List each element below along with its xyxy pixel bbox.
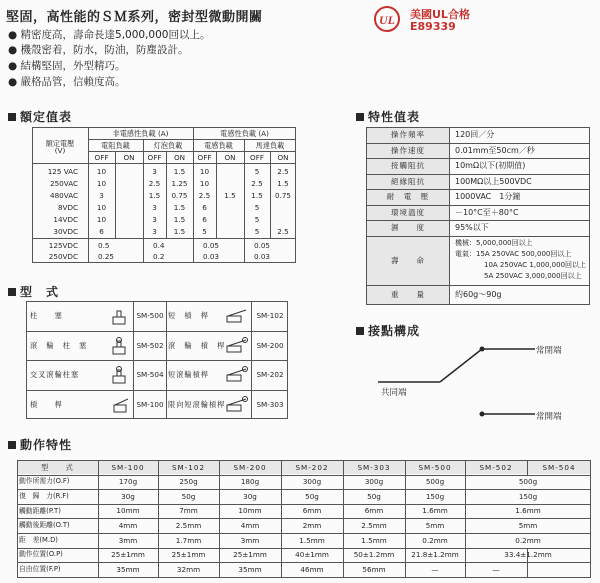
off-on-header: OFF bbox=[250, 152, 264, 162]
contact-nc-label: 常閉端 bbox=[536, 346, 562, 356]
rating-value: 3 bbox=[152, 226, 157, 236]
voltage-header: 額定電壓 (V) bbox=[45, 138, 75, 155]
char-label: 操作速度 bbox=[391, 145, 425, 155]
voltage-cell: 125 VAC bbox=[47, 166, 78, 176]
type-name: 短 槓 桿 bbox=[168, 311, 209, 321]
life-spec: 電氣：15A 250VAC 500,000回以上 bbox=[455, 250, 572, 258]
rating-value: 10 bbox=[96, 178, 107, 188]
plunger-switch-icon bbox=[108, 336, 130, 356]
type-name: 滾 輪 柱 塞 bbox=[30, 340, 88, 350]
action-merged-value: 1.6mm bbox=[515, 506, 541, 516]
page-title: 堅固，高性能的ＳＭ系列，密封型微動開關 bbox=[6, 10, 263, 25]
action-value: 25±1mm bbox=[111, 550, 145, 560]
rating-value: 10 bbox=[96, 214, 107, 224]
rating-value: 1.5 bbox=[148, 190, 161, 200]
action-value: 10mm bbox=[238, 506, 262, 516]
rating-value: 6 bbox=[202, 202, 207, 212]
voltage-cell: 14VDC bbox=[53, 214, 78, 224]
rating-value: 0.2 bbox=[153, 251, 165, 261]
bullet-2: ● 機殼密着，防水，防油，防塵設計。 bbox=[8, 44, 189, 56]
action-header-cell: SM-504 bbox=[542, 462, 576, 472]
action-value: 32mm bbox=[176, 564, 201, 574]
action-header-cell: SM-200 bbox=[233, 462, 267, 472]
rating-value: 0.05 bbox=[254, 240, 271, 250]
action-merged-value: 150g bbox=[518, 491, 538, 501]
voltage-cell: 250VAC bbox=[50, 178, 78, 188]
lever-switch-icon bbox=[108, 395, 130, 415]
char-label: 重 量 bbox=[391, 290, 425, 300]
off-on-header: ON bbox=[224, 152, 236, 162]
type-name: 短滾輪槓桿 bbox=[168, 370, 209, 380]
action-value: 46mm bbox=[300, 564, 324, 574]
bullet-4: ● 嚴格品管，信賴度高。 bbox=[8, 76, 126, 88]
action-value: 250g bbox=[179, 477, 198, 487]
action-value: 35mm bbox=[238, 564, 262, 574]
voltage-cell: 125VDC bbox=[48, 240, 78, 250]
rating-value: 10 bbox=[199, 166, 210, 176]
char-value: －10°C至＋80°C bbox=[455, 207, 519, 217]
rating-value: 2.5 bbox=[148, 178, 161, 188]
rating-value: 2.5 bbox=[251, 178, 263, 188]
type-model: SM-500 bbox=[136, 311, 164, 321]
char-value: 1000VAC 1分鐘 bbox=[455, 192, 521, 201]
voltage-cell: 30VDC bbox=[53, 226, 78, 236]
action-value: 1.5mm bbox=[361, 535, 387, 545]
contact-title: 接點構成 bbox=[356, 322, 420, 339]
contact-diagram bbox=[370, 336, 596, 426]
rating-value: 6 bbox=[99, 226, 104, 236]
action-value: 2mm bbox=[302, 521, 322, 531]
char-value: 約60g～90g bbox=[455, 290, 502, 299]
action-header-cell: SM-502 bbox=[479, 462, 513, 472]
rating-value: 0.4 bbox=[153, 240, 165, 250]
char-label: 壽 命 bbox=[391, 255, 425, 265]
action-value: 40±1mm bbox=[295, 550, 329, 560]
rating-value bbox=[216, 166, 244, 177]
rating-value: 3 bbox=[152, 202, 157, 212]
rating-value bbox=[115, 178, 143, 189]
action-header-cell: SM-303 bbox=[357, 462, 391, 472]
action-value: 35mm bbox=[116, 564, 140, 574]
action-value: 6mm bbox=[364, 506, 384, 516]
off-on-header: OFF bbox=[197, 152, 212, 162]
rating-value: 0.25 bbox=[98, 251, 115, 261]
action-value: 21.8±1.2mm bbox=[411, 550, 459, 560]
action-row-label: 距 差(M.D) bbox=[19, 535, 58, 544]
rating-value: 1.5 bbox=[251, 190, 263, 200]
voltage-cell: 250VDC bbox=[48, 251, 78, 261]
rating-value: 10 bbox=[96, 202, 107, 212]
type-model: SM-504 bbox=[136, 370, 164, 380]
svg-text:UL: UL bbox=[379, 13, 395, 27]
table-rule bbox=[32, 238, 296, 239]
action-header-cell: 型 式 bbox=[41, 462, 74, 472]
rating-value: 1.5 bbox=[173, 202, 186, 212]
char-label: 環境溫度 bbox=[391, 207, 425, 217]
action-merged-value: 5mm bbox=[518, 521, 538, 531]
rating-value: 1.5 bbox=[224, 190, 236, 200]
action-value: 1.5mm bbox=[299, 535, 325, 545]
action-value: 4mm bbox=[240, 521, 260, 531]
rating-value bbox=[115, 166, 143, 177]
action-value: 2.5mm bbox=[361, 521, 387, 531]
load-type-header: 電阻負載 bbox=[101, 140, 130, 150]
type-model: SM-202 bbox=[256, 370, 284, 380]
char-label: 耐 電 壓 bbox=[386, 192, 430, 202]
ul-approval: 美國UL合格 bbox=[410, 8, 470, 21]
group1-header: 非電感性負載 (A) bbox=[112, 128, 169, 138]
action-value: 150g bbox=[425, 491, 445, 501]
plunger-switch-icon bbox=[108, 365, 130, 385]
voltage-cell: 480VAC bbox=[50, 190, 78, 200]
action-row-label: 觸動距離(P.T) bbox=[19, 506, 61, 515]
action-value: 0.2mm bbox=[422, 535, 448, 545]
action-value: 50g bbox=[181, 491, 196, 501]
rating-value bbox=[115, 214, 143, 225]
action-value: — bbox=[492, 564, 500, 574]
action-merged-value: 500g bbox=[518, 477, 538, 487]
off-on-header: ON bbox=[173, 152, 186, 162]
action-title: 動作特性 bbox=[8, 436, 72, 453]
types-title: 型 式 bbox=[8, 283, 59, 300]
action-value: 50g bbox=[305, 491, 319, 501]
rating-value: 3 bbox=[152, 214, 157, 224]
type-name: 柱 塞 bbox=[30, 311, 63, 321]
char-label: 接觸阻抗 bbox=[391, 161, 425, 171]
char-value: 0.01mm至50cm／秒 bbox=[455, 145, 535, 155]
load-type-header: 電感負載 bbox=[204, 140, 233, 150]
char-value: 100MΩ以上500VDC bbox=[455, 176, 532, 186]
rating-value: 5 bbox=[202, 226, 207, 236]
life-spec: 機械：5,000,000回以上 bbox=[455, 239, 533, 247]
rating-value: 0.75 bbox=[274, 190, 291, 200]
rating-value: 3 bbox=[152, 166, 157, 176]
action-value: 25±1mm bbox=[233, 550, 267, 560]
off-on-header: OFF bbox=[147, 152, 162, 162]
rating-value: 0.5 bbox=[98, 240, 110, 250]
ul-file-number: E89339 bbox=[410, 20, 456, 33]
lever-switch-icon bbox=[224, 306, 248, 326]
off-on-header: OFF bbox=[94, 152, 109, 162]
rating-value: 0.75 bbox=[171, 190, 188, 200]
action-value: 1.6mm bbox=[422, 506, 448, 516]
action-value: 4mm bbox=[118, 521, 138, 531]
table-rule bbox=[166, 301, 167, 419]
rating-value bbox=[115, 202, 143, 213]
rating-value: 1.5 bbox=[277, 178, 289, 188]
plunger-switch-icon bbox=[108, 306, 130, 326]
rating-value bbox=[115, 226, 143, 237]
action-value: — bbox=[431, 564, 439, 574]
action-value: 6mm bbox=[302, 506, 322, 516]
rating-value: 1.5 bbox=[173, 166, 186, 176]
action-value: 3mm bbox=[240, 535, 260, 545]
rating-value bbox=[216, 202, 244, 213]
action-header-cell: SM-500 bbox=[418, 462, 452, 472]
rating-value: 10 bbox=[199, 178, 210, 188]
rating-value: 0.03 bbox=[203, 251, 220, 261]
rating-value: 0.03 bbox=[254, 251, 271, 261]
rating-value: 5 bbox=[254, 202, 260, 212]
rating-value bbox=[216, 226, 244, 237]
action-row-label: 復 歸 力(R.F) bbox=[19, 492, 69, 501]
action-value: 56mm bbox=[362, 564, 386, 574]
voltage-cell: 8VDC bbox=[57, 202, 78, 212]
type-model: SM-200 bbox=[256, 340, 284, 350]
contact-no-label: 常開端 bbox=[536, 412, 562, 422]
type-model: SM-502 bbox=[136, 340, 164, 350]
char-value: 95%以下 bbox=[455, 223, 489, 232]
rating-value: 2.5 bbox=[198, 190, 211, 200]
type-name: 槓 桿 bbox=[30, 399, 63, 409]
ul-logo bbox=[372, 6, 402, 32]
rating-title: 額定值表 bbox=[8, 108, 72, 125]
rating-value bbox=[216, 178, 244, 189]
load-type-header: 馬達負載 bbox=[255, 140, 285, 150]
rating-value: 3 bbox=[99, 190, 104, 200]
rating-value: 1.5 bbox=[173, 214, 186, 224]
contact-common-label: 共同端 bbox=[381, 388, 407, 398]
action-merged-value: 0.2mm bbox=[515, 535, 541, 545]
rating-value: 10 bbox=[96, 166, 107, 176]
action-value: 500g bbox=[425, 477, 445, 487]
bullet-1: ● 精密度高，壽命長達5,000,000回以上。 bbox=[8, 29, 211, 41]
type-name: 交叉滾輪柱塞 bbox=[30, 370, 80, 380]
life-spec: 5A 250VAC 3,000,000回以上 bbox=[484, 272, 582, 280]
action-value: 7mm bbox=[179, 506, 198, 516]
rating-value bbox=[270, 202, 296, 213]
type-model: SM-303 bbox=[256, 399, 284, 409]
char-value: 10mΩ以下(初期值) bbox=[455, 161, 526, 170]
rating-value: 1.5 bbox=[173, 226, 186, 236]
rating-value: 5 bbox=[254, 226, 260, 236]
action-value: 10mm bbox=[116, 506, 140, 516]
rating-value bbox=[270, 214, 296, 225]
action-value: 50g bbox=[367, 491, 381, 501]
char-label: 濕 度 bbox=[391, 223, 425, 233]
action-value: 300g bbox=[302, 477, 322, 487]
action-value: 180g bbox=[240, 477, 260, 487]
rating-value: 5 bbox=[254, 214, 260, 224]
action-value: 300g bbox=[364, 477, 384, 487]
action-value: 3mm bbox=[118, 535, 138, 545]
load-type-header: 灯泡負載 bbox=[153, 140, 183, 150]
lever-switch-icon bbox=[224, 365, 248, 385]
action-value: 30g bbox=[121, 491, 135, 501]
action-value: 25±1mm bbox=[171, 550, 206, 560]
action-value: 30g bbox=[243, 491, 257, 501]
action-row-label: 動作位置(O.P) bbox=[19, 550, 63, 559]
rating-value: 5 bbox=[254, 166, 260, 176]
action-header-cell: SM-102 bbox=[171, 462, 206, 472]
rating-value: 2.5 bbox=[277, 226, 289, 236]
action-row-label: 自由位置(F.P) bbox=[19, 565, 61, 574]
off-on-header: ON bbox=[277, 152, 289, 162]
char-label: 絕緣阻抗 bbox=[391, 176, 425, 186]
type-name: 限向短滾輪槓桿 bbox=[168, 399, 226, 409]
action-header-cell: SM-100 bbox=[111, 462, 145, 472]
rating-value: 0.05 bbox=[203, 240, 220, 250]
lever-switch-icon bbox=[224, 395, 248, 415]
action-header-cell: SM-202 bbox=[295, 462, 329, 472]
action-value: 1.7mm bbox=[175, 535, 202, 545]
action-row-label: 動作所需力(O.F) bbox=[19, 477, 70, 486]
type-model: SM-102 bbox=[256, 311, 284, 321]
type-model: SM-100 bbox=[136, 399, 164, 409]
rating-value: 6 bbox=[202, 214, 207, 224]
char-label: 操作頻率 bbox=[391, 130, 425, 140]
rating-value: 1.25 bbox=[171, 178, 188, 188]
char-title: 特性值表 bbox=[356, 108, 420, 125]
action-value: 50±1.2mm bbox=[353, 550, 395, 560]
char-value: 120回／分 bbox=[455, 130, 495, 139]
rating-value bbox=[216, 214, 244, 225]
group2-header: 電感性負載 (A) bbox=[220, 128, 269, 138]
off-on-header: ON bbox=[123, 152, 135, 162]
type-name: 滾 輪 槓 桿 bbox=[168, 340, 226, 350]
rating-value: 2.5 bbox=[277, 166, 289, 176]
action-row-label: 觸動後距離(O.T) bbox=[19, 521, 70, 530]
rating-value bbox=[115, 190, 143, 201]
action-value: 2.5mm bbox=[175, 521, 202, 531]
action-value: 5mm bbox=[425, 521, 445, 531]
lever-switch-icon bbox=[224, 336, 248, 356]
table-rule bbox=[449, 127, 450, 305]
action-merged-value: 33.4±1.2mm bbox=[504, 550, 552, 560]
bullet-3: ● 結構堅固，外型精巧。 bbox=[8, 60, 126, 72]
action-value: 170g bbox=[118, 477, 138, 487]
life-spec: 10A 250VAC 1,000,000回以上 bbox=[484, 261, 587, 269]
